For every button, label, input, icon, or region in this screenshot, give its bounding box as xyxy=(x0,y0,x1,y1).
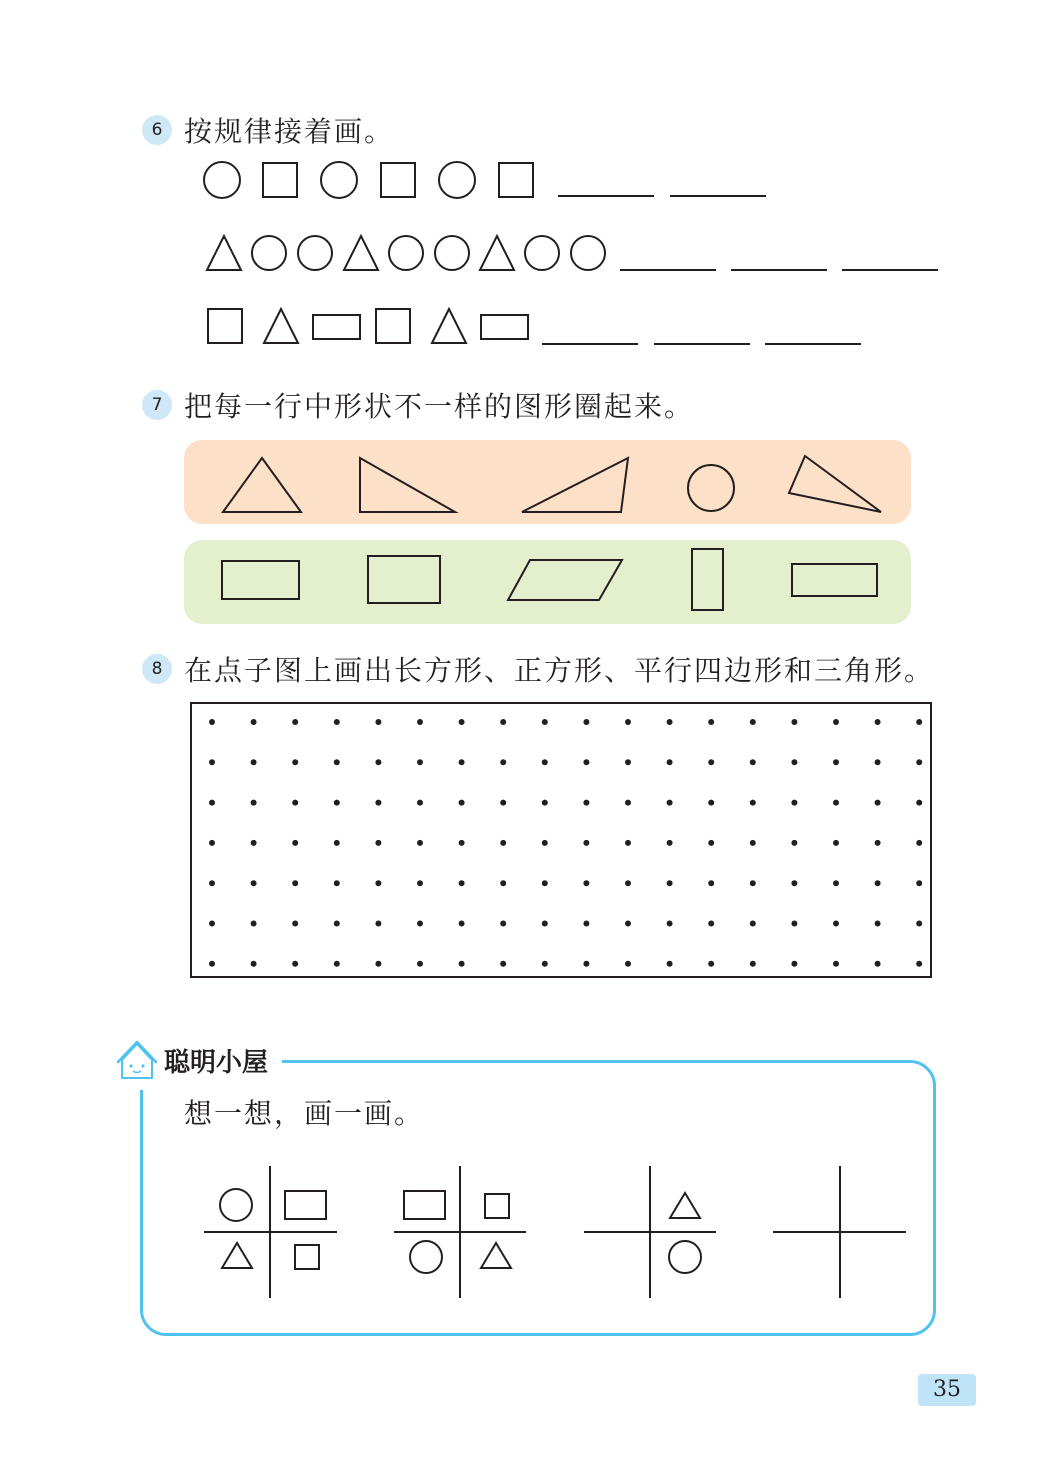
smart-house-prompt: 想一想，画一画。 xyxy=(184,1097,425,1130)
triangle-shape xyxy=(670,1193,700,1218)
circle-shape xyxy=(410,1241,442,1273)
triangle-shape xyxy=(481,1243,511,1268)
question-number-badge: 7 xyxy=(142,390,172,420)
smart-house-label: 聪明小屋 xyxy=(164,1047,269,1078)
triangle-shape xyxy=(222,1243,252,1268)
cross-figure-3 xyxy=(584,1166,716,1298)
question-number-badge: 6 xyxy=(142,115,172,145)
cross-figure-1 xyxy=(204,1166,337,1298)
rectangle-shape xyxy=(285,1191,326,1219)
circle-shape xyxy=(669,1241,701,1273)
cross-figure-2 xyxy=(394,1166,526,1298)
question-number-badge: 8 xyxy=(142,654,172,684)
question-8-text: 在点子图上画出长方形、正方形、平行四边形和三角形。 xyxy=(184,654,935,687)
square-shape xyxy=(485,1194,509,1218)
page-number: 35 xyxy=(918,1374,976,1406)
question-6-text: 按规律接着画。 xyxy=(184,115,395,148)
rectangle-shape xyxy=(404,1191,445,1219)
question-7-text: 把每一行中形状不一样的图形圈起来。 xyxy=(184,390,695,423)
cross-figure-4-empty[interactable] xyxy=(773,1166,906,1298)
circle-shape xyxy=(220,1189,252,1221)
square-shape xyxy=(295,1245,319,1269)
